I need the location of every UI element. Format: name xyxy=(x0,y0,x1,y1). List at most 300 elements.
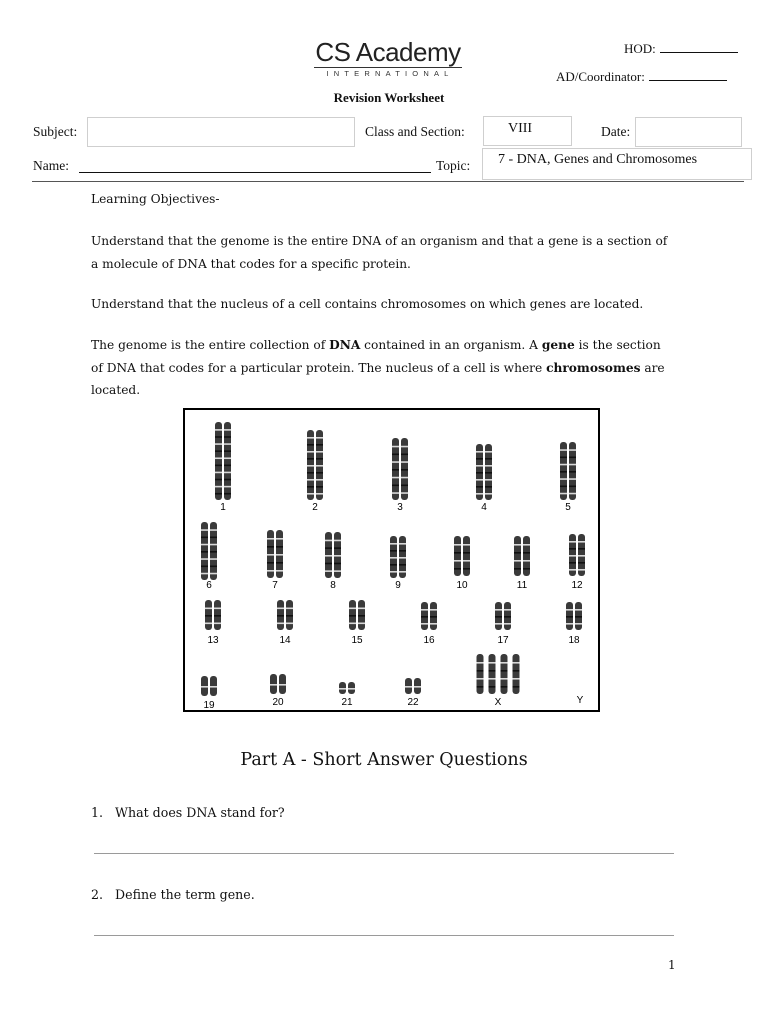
chromosome-band xyxy=(348,688,355,690)
chromosome-band xyxy=(495,623,502,625)
chromosome-pair xyxy=(421,602,437,630)
chromosome-label: 18 xyxy=(568,635,580,646)
chromosome-pair xyxy=(454,536,470,576)
chromosome-label: 3 xyxy=(397,502,403,513)
chromosome-band xyxy=(401,469,408,471)
chromosome-band xyxy=(566,623,573,625)
chromosome-band xyxy=(205,623,212,625)
chromosome-band xyxy=(523,552,530,554)
chromosome-band xyxy=(401,477,408,479)
date-field[interactable] xyxy=(635,117,742,147)
header-divider xyxy=(32,181,744,182)
chromosome-band xyxy=(569,555,576,557)
chromosome-band xyxy=(489,686,496,688)
chromosome-band xyxy=(454,568,461,570)
chromosome-band xyxy=(358,615,365,617)
chromosome-band xyxy=(277,615,284,617)
chromosome-band xyxy=(334,555,341,557)
chromosome-band xyxy=(392,477,399,479)
chromosome-band xyxy=(215,472,222,474)
chromosome-band xyxy=(201,529,208,531)
chromosome-band xyxy=(224,443,231,445)
name-label: Name: xyxy=(33,158,69,173)
chromosome-band xyxy=(513,686,520,688)
chromosome-band xyxy=(477,678,484,680)
date-label: Date: xyxy=(601,124,631,139)
chromosome-label: 4 xyxy=(481,502,487,513)
chromosome-band xyxy=(504,616,511,618)
objective-2: Understand that the nucleus of a cell contains chromosomes on which genes are located. xyxy=(91,297,644,311)
chromosome-band xyxy=(399,564,406,566)
chromosome-band xyxy=(454,560,461,562)
bold-term-dna: DNA xyxy=(329,338,361,352)
school-logo xyxy=(314,38,462,78)
chromosome-band xyxy=(307,451,314,453)
chromosome-band xyxy=(463,552,470,554)
genome-paragraph xyxy=(91,334,691,402)
chromosome-band xyxy=(307,486,314,488)
question-2-number: 2. xyxy=(91,887,104,902)
chromosome-label: 8 xyxy=(330,580,336,591)
chromosome-pair xyxy=(270,674,286,694)
chromosome-band xyxy=(224,472,231,474)
subject-field[interactable] xyxy=(87,117,355,147)
chromosome-pair xyxy=(405,678,421,694)
chromosome-label: 9 xyxy=(395,580,401,591)
chromosome-label: 21 xyxy=(341,697,353,708)
chromosome-band xyxy=(201,558,208,560)
chromosome-band xyxy=(476,479,483,481)
class-section-value: VIII xyxy=(508,121,533,136)
chromosome-band xyxy=(307,458,314,460)
chromosome-band xyxy=(575,616,582,618)
chromosome-band xyxy=(560,464,567,466)
chromosome-band xyxy=(390,564,397,566)
chromosome-band xyxy=(476,465,483,467)
chromosome-band xyxy=(210,686,217,688)
chromosome-band xyxy=(560,486,567,488)
chromosome-band xyxy=(463,544,470,546)
chromosome-band xyxy=(210,529,217,531)
objective-1 xyxy=(91,230,691,275)
chromosome-pair xyxy=(201,676,217,696)
coordinator-label: AD/Coordinator: xyxy=(556,69,645,84)
chromosome-band xyxy=(210,558,217,560)
chromosome-band xyxy=(358,623,365,625)
chromosome-band xyxy=(501,670,508,672)
chromosome-band xyxy=(201,686,208,688)
chromosome-band xyxy=(476,472,483,474)
chromosome-band xyxy=(569,569,576,571)
chromosome-band xyxy=(430,623,437,625)
chromosome-band xyxy=(560,493,567,495)
chromosome-band xyxy=(476,458,483,460)
chromosome xyxy=(523,536,530,576)
karyotype-drawing xyxy=(185,410,598,710)
chromosome-band xyxy=(334,547,341,549)
chromosome-band xyxy=(316,493,323,495)
chromosome-band xyxy=(316,472,323,474)
chromosome-label: 17 xyxy=(497,635,509,646)
chromosome-band xyxy=(201,544,208,546)
chromosome-band xyxy=(270,684,277,686)
chromosome-band xyxy=(485,493,492,495)
chromosome-band xyxy=(514,544,521,546)
chromosome-band xyxy=(477,686,484,688)
chromosome-band xyxy=(463,560,470,562)
chromosome-band xyxy=(421,623,428,625)
chromosome-band xyxy=(501,686,508,688)
chromosome-band xyxy=(477,662,484,664)
chromosome-band xyxy=(277,608,284,610)
chromosome-band xyxy=(349,615,356,617)
chromosome-band xyxy=(569,478,576,480)
chromosome-pair xyxy=(569,534,585,576)
chromosome-band xyxy=(501,662,508,664)
chromosome-band xyxy=(390,571,397,573)
chromosome-band xyxy=(325,555,332,557)
chromosome-band xyxy=(523,544,530,546)
objectives-heading: Learning Objectives- xyxy=(91,192,220,206)
chromosome-band xyxy=(279,684,286,686)
bold-term-gene: gene xyxy=(541,338,575,352)
chromosome xyxy=(513,654,520,694)
chromosome-band xyxy=(485,458,492,460)
logo-text: CS Academy xyxy=(315,37,461,67)
chromosome-band xyxy=(569,562,576,564)
chromosome-label: 12 xyxy=(571,580,583,591)
chromosome-band xyxy=(401,446,408,448)
chromosome-band xyxy=(513,670,520,672)
chromosome-band xyxy=(560,457,567,459)
coordinator-signature xyxy=(556,69,727,85)
chromosome-band xyxy=(476,451,483,453)
chromosome-label: Y xyxy=(576,695,584,706)
chromosome-band xyxy=(224,457,231,459)
paragraph-line-2 xyxy=(91,357,691,380)
chromosome-band xyxy=(392,492,399,494)
chromosome-band xyxy=(307,493,314,495)
chromosome-band xyxy=(454,552,461,554)
chromosome xyxy=(489,654,496,694)
name-field-line[interactable] xyxy=(79,172,431,173)
chromosome-band xyxy=(224,479,231,481)
chromosome-band xyxy=(201,566,208,568)
text-run: contained in an organism. A xyxy=(360,338,542,352)
chromosome-band xyxy=(276,554,283,556)
chromosome-band xyxy=(276,538,283,540)
chromosome-band xyxy=(349,623,356,625)
chromosome-band xyxy=(392,461,399,463)
chromosome-band xyxy=(485,472,492,474)
chromosome-band xyxy=(276,546,283,548)
paragraph-line-3: located. xyxy=(91,383,141,397)
chromosome-band xyxy=(569,449,576,451)
chromosome-label: 5 xyxy=(565,502,571,513)
chromosome-band xyxy=(267,546,274,548)
chromosome-band xyxy=(325,563,332,565)
chromosome-label: 1 xyxy=(220,502,226,513)
chromosome-band xyxy=(224,486,231,488)
chromosome-band xyxy=(575,609,582,611)
chromosome-band xyxy=(210,551,217,553)
chromosome xyxy=(501,654,508,694)
chromosome-band xyxy=(210,573,217,575)
chromosome-band xyxy=(578,548,585,550)
chromosome-band xyxy=(401,454,408,456)
chromosome xyxy=(454,536,461,576)
chromosome-band xyxy=(421,616,428,618)
chromosome-band xyxy=(224,436,231,438)
chromosome-label: 13 xyxy=(207,635,219,646)
chromosome-band xyxy=(569,493,576,495)
chromosome-band xyxy=(392,485,399,487)
chromosome-band xyxy=(421,609,428,611)
chromosome-band xyxy=(201,573,208,575)
chromosome-band xyxy=(215,429,222,431)
chromosome-band xyxy=(267,538,274,540)
chromosome-band xyxy=(201,551,208,553)
paragraph-line-1 xyxy=(91,334,691,357)
chromosome-band xyxy=(569,457,576,459)
chromosome-band xyxy=(489,662,496,664)
chromosome-band xyxy=(390,557,397,559)
chromosome-band xyxy=(210,537,217,539)
chromosome-pair xyxy=(477,654,520,694)
chromosome-band xyxy=(401,461,408,463)
chromosome-label: 22 xyxy=(407,697,419,708)
chromosome-band xyxy=(205,615,212,617)
chromosome-pair xyxy=(277,600,293,630)
chromosome-band xyxy=(514,552,521,554)
chromosome-band xyxy=(392,454,399,456)
chromosome-band xyxy=(560,449,567,451)
chromosome-band xyxy=(224,465,231,467)
logo-rule xyxy=(314,67,462,68)
chromosome-band xyxy=(476,493,483,495)
chromosome-band xyxy=(215,436,222,438)
chromosome-band xyxy=(513,662,520,664)
chromosome-label: 16 xyxy=(423,635,435,646)
chromosome-band xyxy=(578,562,585,564)
chromosome-band xyxy=(569,464,576,466)
chromosome-band xyxy=(390,550,397,552)
chromosome-band xyxy=(286,615,293,617)
chromosome-band xyxy=(569,548,576,550)
chromosome-band xyxy=(504,623,511,625)
chromosome-band xyxy=(334,563,341,565)
question-1-text: What does DNA stand for? xyxy=(115,805,285,820)
chromosome-pair xyxy=(476,444,492,500)
chromosome-band xyxy=(276,570,283,572)
chromosome-band xyxy=(325,547,332,549)
chromosome-band xyxy=(392,469,399,471)
chromosome-label: 7 xyxy=(272,580,278,591)
chromosome-band xyxy=(501,678,508,680)
chromosome-band xyxy=(325,540,332,542)
chromosome-band xyxy=(399,543,406,545)
text-run: are xyxy=(640,360,665,375)
chromosome-band xyxy=(485,451,492,453)
coordinator-signature-line xyxy=(649,69,727,81)
question-1-number: 1. xyxy=(91,805,104,820)
hod-label: HOD: xyxy=(624,41,656,56)
chromosome-band xyxy=(495,609,502,611)
chromosome-band xyxy=(214,608,221,610)
topic-value: 7 - DNA, Genes and Chromosomes xyxy=(498,152,698,167)
chromosome-band xyxy=(514,568,521,570)
chromosome-band xyxy=(399,571,406,573)
text-run: of DNA that codes for a particular protein. The nucleus of a cell is where xyxy=(91,360,547,375)
chromosome-label: 2 xyxy=(312,502,318,513)
chromosome-band xyxy=(316,444,323,446)
chromosome-band xyxy=(307,437,314,439)
chromosome-band xyxy=(358,608,365,610)
chromosome-band xyxy=(224,493,231,495)
chromosome-band xyxy=(224,429,231,431)
chromosome-band xyxy=(316,437,323,439)
chromosome-label: 10 xyxy=(456,580,468,591)
answer-line-1[interactable] xyxy=(94,853,674,854)
chromosome-band xyxy=(214,623,221,625)
chromosome-band xyxy=(566,609,573,611)
chromosome-band xyxy=(390,543,397,545)
logo-subtext: INTERNATIONAL xyxy=(326,69,454,78)
chromosome-label: 11 xyxy=(516,580,528,591)
chromosome-pair xyxy=(390,536,406,578)
chromosome-label: 6 xyxy=(206,580,212,591)
chromosome-band xyxy=(485,465,492,467)
worksheet-title: Revision Worksheet xyxy=(333,90,445,105)
chromosome-band xyxy=(215,479,222,481)
chromosome-band xyxy=(349,608,356,610)
class-section-field[interactable] xyxy=(483,116,572,146)
chromosome-pair xyxy=(205,600,221,630)
chromosome-band xyxy=(215,465,222,467)
chromosome-band xyxy=(307,479,314,481)
chromosome-band xyxy=(399,557,406,559)
chromosome-pair xyxy=(566,602,582,630)
chromosome-band xyxy=(215,450,222,452)
chromosome xyxy=(224,422,231,500)
chromosome-band xyxy=(513,678,520,680)
chromosome-band xyxy=(307,444,314,446)
chromosome-band xyxy=(334,570,341,572)
chromosome-band xyxy=(267,562,274,564)
chromosome-band xyxy=(578,569,585,571)
chromosome-band xyxy=(495,616,502,618)
chromosome-band xyxy=(489,678,496,680)
chromosome-band xyxy=(463,568,470,570)
chromosome-band xyxy=(566,616,573,618)
chromosome-band xyxy=(325,570,332,572)
chromosome-band xyxy=(523,568,530,570)
chromosome-pair xyxy=(201,522,217,580)
chromosome-band xyxy=(267,554,274,556)
chromosome-pair xyxy=(307,430,323,500)
topic-label: Topic: xyxy=(436,158,471,173)
chromosome-band xyxy=(316,451,323,453)
chromosome-band xyxy=(514,560,521,562)
chromosome-label: 14 xyxy=(279,635,291,646)
chromosome-band xyxy=(401,485,408,487)
text-run: The genome is the entire collection of xyxy=(91,338,330,352)
chromosome-label: 19 xyxy=(203,700,215,710)
chromosome xyxy=(477,654,484,694)
chromosome-band xyxy=(201,537,208,539)
chromosome-band xyxy=(560,478,567,480)
chromosome-band xyxy=(286,608,293,610)
chromosome-label: X xyxy=(494,697,502,708)
chromosome-band xyxy=(215,457,222,459)
chromosome-band xyxy=(307,465,314,467)
chromosome-band xyxy=(504,609,511,611)
chromosome-pair xyxy=(325,532,341,578)
chromosome-band xyxy=(215,486,222,488)
chromosome-pair xyxy=(349,600,365,630)
chromosome-band xyxy=(414,686,421,688)
chromosome-band xyxy=(205,608,212,610)
chromosome-band xyxy=(485,486,492,488)
answer-line-2[interactable] xyxy=(94,935,674,936)
chromosome-band xyxy=(224,450,231,452)
chromosome-band xyxy=(316,486,323,488)
chromosome-band xyxy=(405,686,412,688)
chromosome-band xyxy=(334,540,341,542)
topic-field[interactable] xyxy=(482,148,752,180)
chromosome-band xyxy=(523,560,530,562)
bold-term-chromosomes: chromosomes xyxy=(546,360,641,375)
chromosome xyxy=(215,422,222,500)
class-section-label: Class and Section: xyxy=(365,124,465,139)
chromosome-pair xyxy=(514,536,530,576)
chromosome-band xyxy=(401,492,408,494)
chromosome-band xyxy=(215,493,222,495)
chromosome-pair xyxy=(392,438,408,500)
chromosome-pair xyxy=(495,602,511,630)
chromosome-label: 15 xyxy=(351,635,363,646)
chromosome-band xyxy=(430,616,437,618)
hod-signature xyxy=(624,41,738,57)
chromosome-band xyxy=(430,609,437,611)
chromosome-band xyxy=(476,486,483,488)
chromosome-band xyxy=(399,550,406,552)
chromosome xyxy=(463,536,470,576)
chromosome-band xyxy=(316,479,323,481)
chromosome-pair xyxy=(560,442,576,500)
chromosome-pair xyxy=(267,530,283,578)
chromosome-band xyxy=(569,471,576,473)
objective-1-line-2: a molecule of DNA that codes for a specific protein. xyxy=(91,256,411,271)
chromosome-band xyxy=(569,486,576,488)
chromosome-band xyxy=(276,562,283,564)
chromosome-pair xyxy=(215,422,231,500)
chromosome-band xyxy=(215,443,222,445)
karyotype-image xyxy=(183,408,600,712)
objective-1-line-1: Understand that the genome is the entire DNA of an organism and that a gene is a section of xyxy=(91,234,668,248)
chromosome-band xyxy=(578,555,585,557)
hod-signature-line xyxy=(660,41,738,53)
chromosome-band xyxy=(210,544,217,546)
question-2-text: Define the term gene. xyxy=(115,887,255,902)
text-run: is the section xyxy=(574,338,661,352)
chromosome-band xyxy=(560,471,567,473)
chromosome-pair xyxy=(339,682,355,694)
chromosome-band xyxy=(339,688,346,690)
chromosome xyxy=(514,536,521,576)
chromosome-band xyxy=(575,623,582,625)
chromosome-band xyxy=(454,544,461,546)
